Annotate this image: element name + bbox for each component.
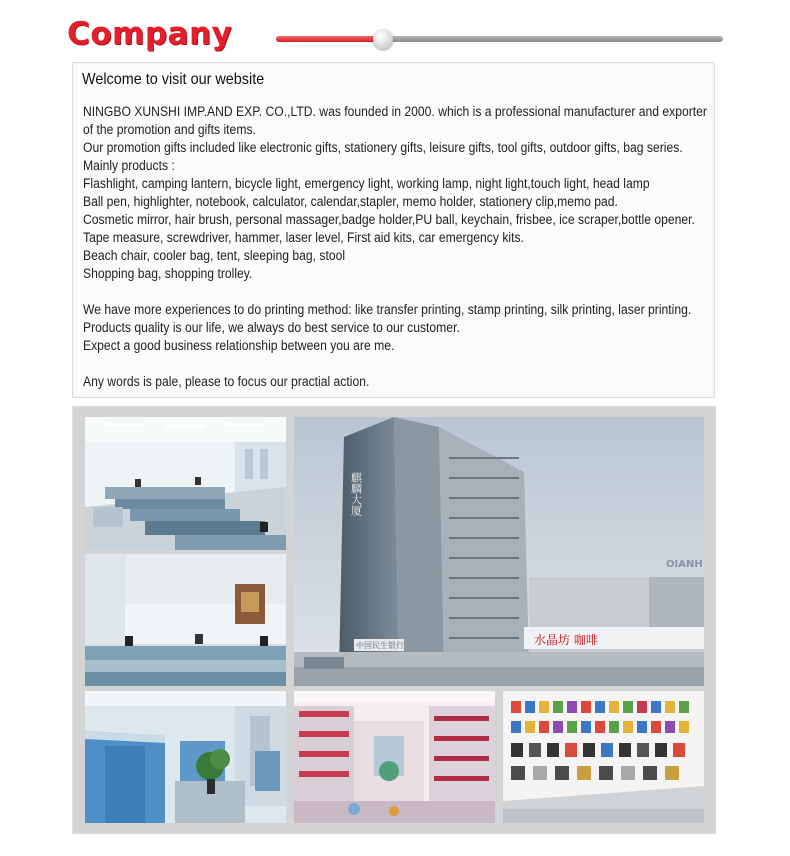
- intro-line: Ball pen, highlighter, notebook, calculator, calendar,stapler, memo holder, stationery clip,memo pad.: [83, 194, 618, 209]
- intro-line: Flashlight, camping lantern, bicycle light, emergency light, working lamp, night light,touch light, head lamp: [83, 176, 650, 191]
- intro-line: Any words is pale, please to focus our practial action.: [83, 374, 370, 389]
- intro-line: Tape measure, screwdriver, hammer, laser level, First aid kits, car emergency kits.: [83, 230, 524, 245]
- photo-gallery: [72, 406, 716, 834]
- office-photo-1: [85, 417, 286, 550]
- showroom-photo-1: [294, 691, 495, 823]
- intro-line: Products quality is our life, we always do best service to our customer.: [83, 320, 460, 335]
- welcome-heading: Welcome to visit our website: [82, 71, 265, 88]
- intro-line-gap: [83, 355, 713, 373]
- showroom-photo-2: [503, 691, 704, 823]
- intro-line: of the promotion and gifts items.: [83, 122, 256, 137]
- intro-line: Mainly products :: [83, 158, 175, 173]
- roof-sign: OIANH: [666, 559, 703, 570]
- building-sign: 麒麟大厦: [349, 472, 363, 516]
- cubicles-photo: [85, 691, 286, 823]
- intro-line: Beach chair, cooler bag, tent, sleeping bag, stool: [83, 248, 346, 263]
- intro-line: Cosmetic mirror, hair brush, personal massager,badge holder,PU ball, keychain, frisbee, ice scraper,bottle opener.: [83, 212, 695, 227]
- header: [0, 0, 790, 60]
- page-title: Company: [67, 16, 233, 52]
- intro-line: Expect a good business relationship between you are me.: [83, 338, 395, 353]
- office-photo-2: [85, 554, 286, 686]
- intro-line: Our promotion gifts included like electronic gifts, stationery gifts, leisure gifts, tool gifts, outdoor gifts, bag series.: [83, 140, 683, 155]
- intro-line: Shopping bag, shopping trolley.: [83, 266, 253, 281]
- progress-slider[interactable]: [276, 36, 723, 42]
- intro-line: NINGBO XUNSHI IMP.AND EXP. CO.,LTD. was founded in 2000. which is a professional manufacturer and exporter: [83, 104, 707, 119]
- intro-text: [83, 103, 783, 391]
- office-building-photo: [294, 417, 704, 686]
- slider-fill: [276, 36, 383, 42]
- shop-sign: 水晶坊 咖啡: [534, 633, 598, 647]
- ground-sign: 中国民生银行: [356, 641, 404, 650]
- intro-line-gap: [83, 283, 713, 301]
- intro-panel: [72, 62, 715, 398]
- intro-line: We have more experiences to do printing method: like transfer printing, stamp printing, silk printing, laser printing.: [83, 302, 692, 317]
- slider-knob[interactable]: [373, 29, 393, 49]
